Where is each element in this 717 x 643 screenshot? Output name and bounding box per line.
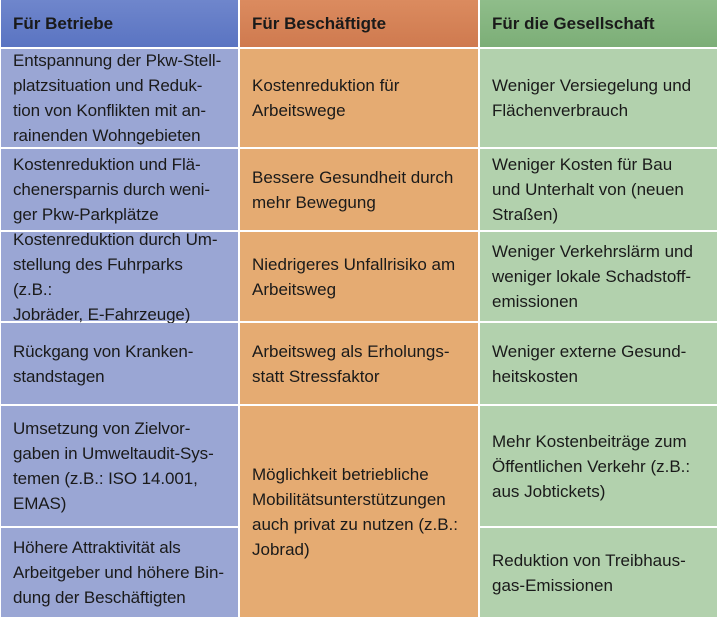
cell-text: Niedrigeres Unfallrisiko am Arbeitsweg [252,254,456,299]
cell-text: Weniger Versiegelung und Flächenverbrauch [492,76,692,120]
cell-text: Umsetzung von Zielvor- gaben in Umweltaudit-Sys- temen (z.B.: ISO 14.001, EMAS) [13,419,214,513]
cell-text: Reduktion von Treibhaus- gas-Emissionen [492,550,686,595]
table-cell-beschaeftigte [240,406,478,617]
table-cell-betriebe [1,49,238,147]
cell-text: Weniger Verkehrslärm und weniger lokale Schadstoff- emissionen [492,242,693,311]
table-cell-gesellschaft [480,232,717,321]
table-cell-beschaeftigte [240,49,478,147]
table-cell-beschaeftigte [240,149,478,230]
cell-text: Entspannung der Pkw-Stell- platzsituation und Reduk- tion von Konflikten mit an- rainenden Wohngebieten [13,51,222,145]
benefits-table [1,0,716,643]
cell-text: Kostenreduktion und Flä- chenersparnis durch weni- ger Pkw-Parkplätze [13,155,210,224]
table-cell-betriebe [1,528,238,617]
table-cell-betriebe [1,406,238,526]
cell-text: Höhere Attraktivität als Arbeitgeber und höhere Bin- dung der Beschäftigten [13,538,224,607]
table-cell-gesellschaft [480,323,717,404]
header-beschaeftigte [240,0,478,47]
cell-text: Bessere Gesundheit durch mehr Bewegung [252,167,454,212]
table-cell-betriebe [1,149,238,230]
table-cell-betriebe [1,229,238,324]
table-cell-beschaeftigte [240,323,478,404]
header-label: Für Beschäftigte [252,14,387,33]
table-cell-gesellschaft [480,528,717,617]
cell-text: Kostenreduktion für Arbeitswege [252,76,400,120]
table-cell-gesellschaft [480,149,717,230]
header-label: Für Betriebe [13,14,114,33]
cell-text: Mehr Kostenbeiträge zum Öffentlichen Verkehr (z.B.: aus Jobtickets) [492,431,691,501]
cell-text: Weniger externe Gesund- heitskosten [492,341,687,386]
table-cell-betriebe [1,323,238,404]
cell-text: Arbeitsweg als Erholungs- statt Stressfaktor [252,341,450,386]
cell-text: Rückgang von Kranken- standstagen [13,341,194,386]
table-cell-gesellschaft [480,406,717,526]
cell-text: Möglichkeit betriebliche Mobilitätsunterstützungen auch privat zu nutzen (z.B.: Jobrad) [252,464,458,559]
cell-text: Kostenreduktion durch Um- stellung des Fuhrparks (z.B.: Jobräder, E-Fahrzeuge) [13,229,218,324]
table-cell-gesellschaft [480,49,717,147]
header-label: Für die Gesellschaft [492,14,655,33]
header-gesellschaft [480,0,717,47]
cell-text: Weniger Kosten für Bau und Unterhalt von (neuen Straßen) [492,155,684,224]
table-cell-beschaeftigte [240,232,478,321]
header-betriebe [1,0,238,47]
